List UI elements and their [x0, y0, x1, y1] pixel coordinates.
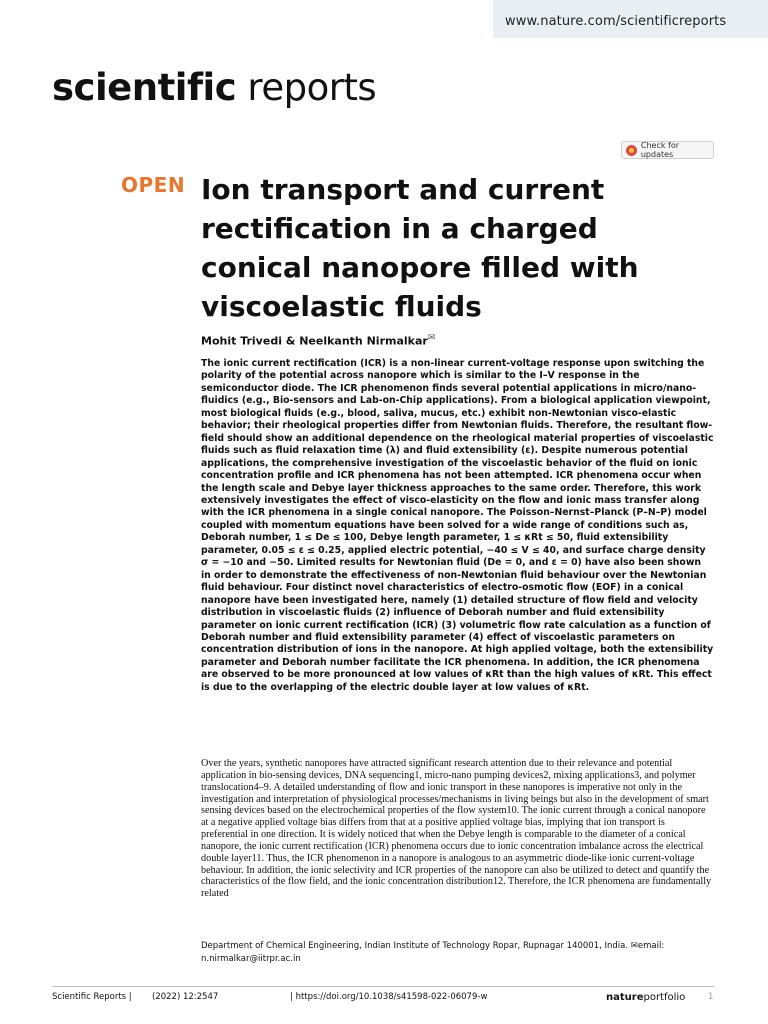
check-for-updates-label: Check for updates	[640, 141, 680, 159]
footer-doi-link[interactable]: | https://doi.org/10.1038/s41598-022-06079-w	[290, 992, 488, 1002]
article-title: Ion transport and current rectification in a charged conical nanopore filled with viscoelastic fluids	[201, 173, 639, 323]
check-for-updates-button[interactable]	[621, 141, 714, 159]
footer-divider	[52, 986, 714, 987]
nature-portfolio-logo	[606, 992, 685, 1003]
brand-bold: nature	[606, 992, 644, 1003]
open-access-label: OPEN	[121, 173, 186, 197]
crossmark-icon	[626, 145, 637, 156]
affiliation: Department of Chemical Engineering, Indian Institute of Technology Ropar, Rupnagar 140001, India. ✉email: n.nirmalkar@iitrpr.ac.in	[201, 941, 665, 964]
abstract: The ionic current rectification (ICR) is a non-linear current-voltage response upon switching the polarity of the potential across nanopore which is similar to the I–V response in the semiconductor diode. The ICR phenomenon finds several potential applications in micro/nano-fluidics (e.g., Bio-sensors and Lab-on-Chip applications). From a biological application viewpoint, most biological fluids (e.g., blood, saliva, mucus, etc.) exhibit non-Newtonian visco-elastic behavior; their rheological properties differ from Newtonian fluids. Therefore, the resultant flow-field should show an additional dependence on the rheological material properties of viscoelastic fluids such as fluid relaxation time (λ) and fluid extensibility (ε). Despite numerous potential applications, the comprehensive investigation of the viscoelastic behavior of the fluid on ionic concentration profile and ICR phenomena has not been attempted. ICR phenomena occur when the length scale and Debye layer thickness approaches to the same order. Therefore, this work extensively investigates the effect of visco-elasticity on the flow and ionic mass transfer along with the ICR phenomena in a single conical nanopore. The Poisson–Nernst–Planck (P–N–P) model coupled with momentum equations have been solved for a wide range of conditions such as, Deborah number, 1 ≤ De ≤ 100, Debye length parameter, 1 ≤ κRt ≤ 50, fluid extensibility parameter, 0.05 ≤ ε ≤ 0.25, applied electric potential, −40 ≤ V ≤ 40, and surface charge density σ = −10 and −50. Limited results for Newtonian fluid (De = 0, and ε = 0) have also been shown in order to demonstrate the effectiveness of non-Newtonian fluid behaviour over the Newtonian fluid behaviour. Four distinct novel characteristics of electro-osmotic flow (EOF) in a conical nanopore have been investigated here, namely (1) detailed structure of flow field and velocity distribution in viscoelastic fluids (2) influence of Deborah number and fluid extensibility parameter on ionic current rectification (ICR) (3) volumetric flow rate calculation as a function of Deborah number and fluid extensibility parameter (4) effect of viscoelastic parameters on concentration distribution of ions in the nanopore. At high applied voltage, both the extensibility parameter and Deborah number facilitate the ICR phenomena. In addition, the ICR phenomena are observed to be more pronounced at low values of κRt than the high values of κRt. This effect is due to the overlapping of the electric double layer at low values of κRt.	[201, 358, 714, 693]
author-list	[201, 333, 435, 348]
masthead-bold: scientific	[52, 66, 237, 109]
footer-volume: (2022) 12:2547	[152, 992, 219, 1002]
journal-url[interactable]: www.nature.com/scientificreports	[505, 14, 727, 29]
email-icon[interactable]: ✉	[427, 333, 436, 343]
authors-text: Mohit Trivedi & Neelkanth Nirmalkar	[201, 334, 428, 348]
footer-journal: Scientific Reports |	[52, 992, 132, 1002]
body-paragraph: Over the years, synthetic nanopores have attracted significant research attention due to their relevance and potential application in bio-sensing devices, DNA sequencing1, micro-nano pumping devices2, mixing applications3, and polymer translocation4–9. A detailed understanding of flow and ionic transport in these nanopores is imperative not only in the investigation and interpretation of physiological processes/mechanisms in living beings but also in the development of smart sensing devices based on the electrochemical properties of the flow system10. The ionic current through a conical nanopore at a negative applied voltage bias differs from that at a positive applied voltage bias, implying that ion transport is preferential in one direction. It is widely noticed that when the Debye length is comparable to the diameter of a conical nanopore, the ionic current rectification (ICR) phenomena occurs due to ionic concentration imbalance across the electrical double layer11. Thus, the ICR phenomenon in a nanopore is analogous to an asymmetric diode-like ionic current-voltage behaviour. In addition, the ionic selectivity and ICR properties of the nanopore can also be utilized to detect and quantify the characteristics of the flow field, and the ionic concentration distribution12. Therefore, the ICR phenomena are fundamentally related	[201, 758, 712, 900]
journal-masthead	[52, 66, 376, 109]
masthead-light: reports	[247, 66, 377, 109]
page-number: 1	[708, 992, 714, 1002]
brand-light: portfolio	[643, 992, 686, 1003]
